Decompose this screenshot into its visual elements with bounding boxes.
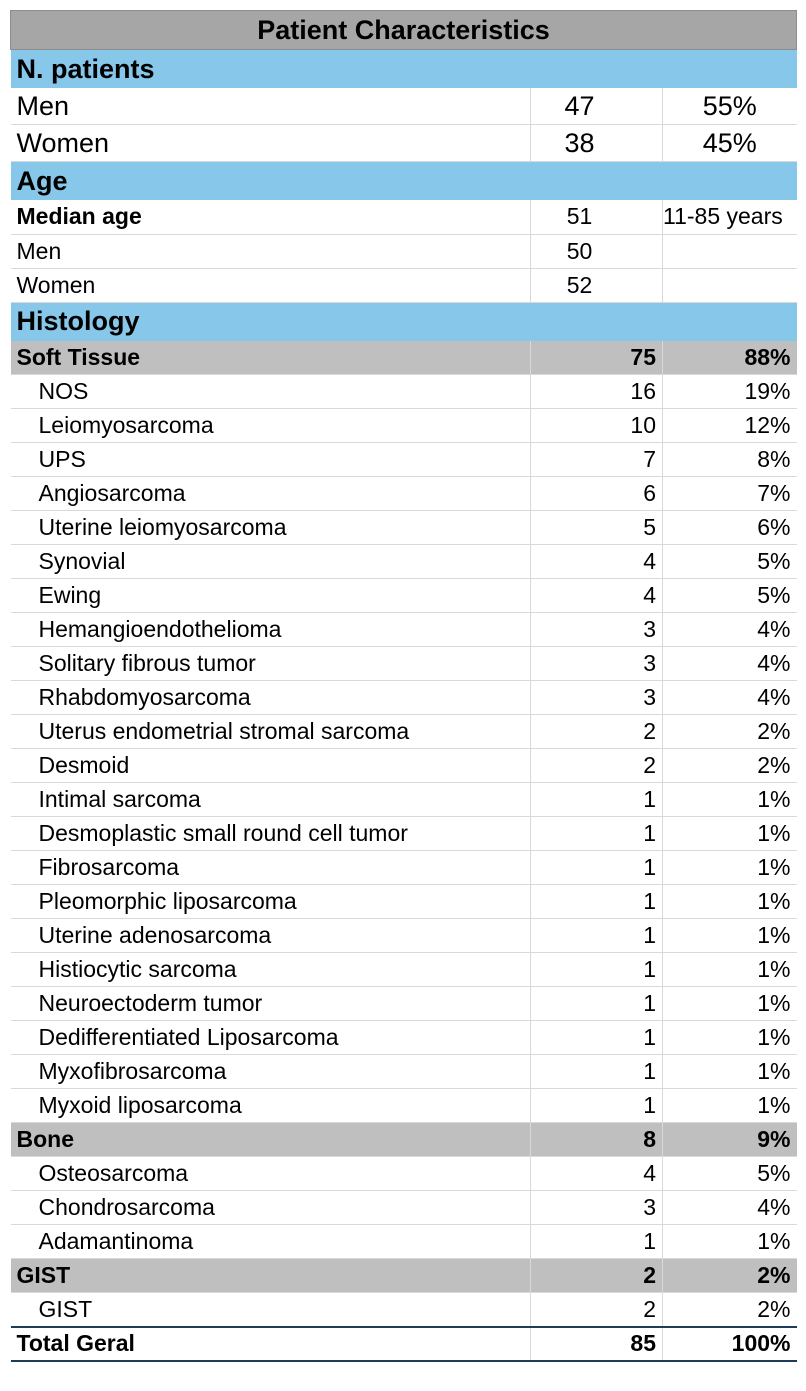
- row-label: Bone: [11, 1123, 531, 1157]
- row-count: 3: [531, 1191, 663, 1225]
- row-count: 3: [531, 647, 663, 681]
- row-count: 10: [531, 409, 663, 443]
- histology-item-row: [11, 1089, 797, 1123]
- row-count: 38: [531, 125, 663, 162]
- row-count: 1: [531, 783, 663, 817]
- row-percent: 2%: [663, 715, 797, 749]
- histology-item-row: [11, 1157, 797, 1191]
- row-percent: 1%: [663, 919, 797, 953]
- histology-group-row: [11, 341, 797, 375]
- histology-item-row: [11, 749, 797, 783]
- row-percent: 1%: [663, 1055, 797, 1089]
- patients-row-women: [11, 125, 797, 162]
- row-percent: 2%: [663, 1293, 797, 1327]
- histology-item-row: [11, 409, 797, 443]
- row-percent: 1%: [663, 1021, 797, 1055]
- row-percent: 45%: [663, 125, 797, 162]
- histology-item-row: [11, 511, 797, 545]
- row-count: 7: [531, 443, 663, 477]
- row-count: 5: [531, 511, 663, 545]
- row-percent: 4%: [663, 1191, 797, 1225]
- row-label: Hemangioendothelioma: [11, 613, 531, 647]
- row-count: 1: [531, 885, 663, 919]
- total-row: [11, 1327, 797, 1361]
- row-percent: 88%: [663, 341, 797, 375]
- histology-item-row: [11, 647, 797, 681]
- row-percent: 55%: [663, 88, 797, 125]
- row-percent: 5%: [663, 1157, 797, 1191]
- row-label: Desmoid: [11, 749, 531, 783]
- row-percent: 1%: [663, 851, 797, 885]
- row-count: 1: [531, 1089, 663, 1123]
- row-count: 4: [531, 1157, 663, 1191]
- histology-item-row: [11, 1055, 797, 1089]
- row-count: 1: [531, 1021, 663, 1055]
- histology-item-row: [11, 375, 797, 409]
- row-count: 4: [531, 545, 663, 579]
- age-row-women: [11, 268, 797, 302]
- row-count: 2: [531, 1293, 663, 1327]
- row-count: 1: [531, 817, 663, 851]
- row-percent: 4%: [663, 613, 797, 647]
- row-percent: 1%: [663, 783, 797, 817]
- section-title: N. patients: [11, 50, 797, 89]
- row-label: Ewing: [11, 579, 531, 613]
- row-percent: 1%: [663, 885, 797, 919]
- row-label: Leiomyosarcoma: [11, 409, 531, 443]
- row-label: Uterine adenosarcoma: [11, 919, 531, 953]
- row-label: UPS: [11, 443, 531, 477]
- section-header-age: [11, 162, 797, 201]
- histology-item-row: [11, 1293, 797, 1327]
- histology-item-row: [11, 987, 797, 1021]
- row-count: 1: [531, 851, 663, 885]
- row-range: 11-85 years: [663, 200, 797, 234]
- row-count: 51: [531, 200, 663, 234]
- row-percent: 4%: [663, 647, 797, 681]
- row-label: Histiocytic sarcoma: [11, 953, 531, 987]
- row-percent: 7%: [663, 477, 797, 511]
- row-percent: 8%: [663, 443, 797, 477]
- row-label: Intimal sarcoma: [11, 783, 531, 817]
- row-count: 8: [531, 1123, 663, 1157]
- row-percent: 1%: [663, 953, 797, 987]
- row-count: 1: [531, 1055, 663, 1089]
- histology-item-row: [11, 885, 797, 919]
- histology-group-row: [11, 1259, 797, 1293]
- row-label: Men: [11, 234, 531, 268]
- row-label: Adamantinoma: [11, 1225, 531, 1259]
- row-label: GIST: [11, 1293, 531, 1327]
- row-count: 2: [531, 715, 663, 749]
- histology-group-row: [11, 1123, 797, 1157]
- section-title: Histology: [11, 302, 797, 341]
- section-header-patients: [11, 50, 797, 89]
- row-percent: 1%: [663, 1089, 797, 1123]
- row-label: Myxofibrosarcoma: [11, 1055, 531, 1089]
- row-percent: 9%: [663, 1123, 797, 1157]
- row-percent: 19%: [663, 375, 797, 409]
- row-count: 2: [531, 1259, 663, 1293]
- histology-item-row: [11, 477, 797, 511]
- row-label: Median age: [11, 200, 531, 234]
- row-count: 6: [531, 477, 663, 511]
- row-percent: 12%: [663, 409, 797, 443]
- row-label: Solitary fibrous tumor: [11, 647, 531, 681]
- row-label: Fibrosarcoma: [11, 851, 531, 885]
- row-percent: 5%: [663, 579, 797, 613]
- histology-item-row: [11, 817, 797, 851]
- row-label: Myxoid liposarcoma: [11, 1089, 531, 1123]
- row-label: Soft Tissue: [11, 341, 531, 375]
- row-count: 3: [531, 613, 663, 647]
- row-label: Total Geral: [11, 1327, 531, 1361]
- patients-row-men: [11, 88, 797, 125]
- histology-item-row: [11, 919, 797, 953]
- row-percent: 6%: [663, 511, 797, 545]
- histology-item-row: [11, 579, 797, 613]
- row-label: GIST: [11, 1259, 531, 1293]
- row-label: Uterine leiomyosarcoma: [11, 511, 531, 545]
- row-percent: 100%: [663, 1327, 797, 1361]
- row-count: 4: [531, 579, 663, 613]
- row-count: 3: [531, 681, 663, 715]
- histology-item-row: [11, 783, 797, 817]
- row-label: Neuroectoderm tumor: [11, 987, 531, 1021]
- row-percent: 1%: [663, 987, 797, 1021]
- histology-item-row: [11, 1225, 797, 1259]
- row-label: NOS: [11, 375, 531, 409]
- row-count: 1: [531, 1225, 663, 1259]
- row-percent: 5%: [663, 545, 797, 579]
- row-percent: 2%: [663, 1259, 797, 1293]
- histology-item-row: [11, 715, 797, 749]
- histology-item-row: [11, 851, 797, 885]
- histology-item-row: [11, 613, 797, 647]
- row-label: Pleomorphic liposarcoma: [11, 885, 531, 919]
- row-label: Angiosarcoma: [11, 477, 531, 511]
- row-percent: 2%: [663, 749, 797, 783]
- histology-item-row: [11, 1191, 797, 1225]
- row-count: 2: [531, 749, 663, 783]
- row-range: [663, 234, 797, 268]
- histology-item-row: [11, 953, 797, 987]
- row-count: 47: [531, 88, 663, 125]
- patient-characteristics-sheet: [10, 10, 796, 1362]
- table-title: Patient Characteristics: [11, 11, 797, 50]
- histology-item-row: [11, 681, 797, 715]
- histology-item-row: [11, 443, 797, 477]
- histology-item-row: [11, 545, 797, 579]
- row-count: 75: [531, 341, 663, 375]
- row-label: Osteosarcoma: [11, 1157, 531, 1191]
- row-count: 52: [531, 268, 663, 302]
- row-label: Women: [11, 268, 531, 302]
- row-range: [663, 268, 797, 302]
- row-percent: 1%: [663, 817, 797, 851]
- row-count: 1: [531, 987, 663, 1021]
- row-count: 1: [531, 953, 663, 987]
- section-title: Age: [11, 162, 797, 201]
- row-count: 85: [531, 1327, 663, 1361]
- row-label: Men: [11, 88, 531, 125]
- row-label: Chondrosarcoma: [11, 1191, 531, 1225]
- row-percent: 1%: [663, 1225, 797, 1259]
- age-row-median: [11, 200, 797, 234]
- row-label: Rhabdomyosarcoma: [11, 681, 531, 715]
- row-label: Women: [11, 125, 531, 162]
- row-count: 1: [531, 919, 663, 953]
- row-label: Uterus endometrial stromal sarcoma: [11, 715, 531, 749]
- patient-characteristics-table: [10, 10, 797, 1362]
- row-label: Synovial: [11, 545, 531, 579]
- section-header-histology: [11, 302, 797, 341]
- table-title-row: [11, 11, 797, 50]
- row-label: Desmoplastic small round cell tumor: [11, 817, 531, 851]
- age-row-men: [11, 234, 797, 268]
- row-count: 16: [531, 375, 663, 409]
- row-count: 50: [531, 234, 663, 268]
- row-label: Dedifferentiated Liposarcoma: [11, 1021, 531, 1055]
- histology-item-row: [11, 1021, 797, 1055]
- row-percent: 4%: [663, 681, 797, 715]
